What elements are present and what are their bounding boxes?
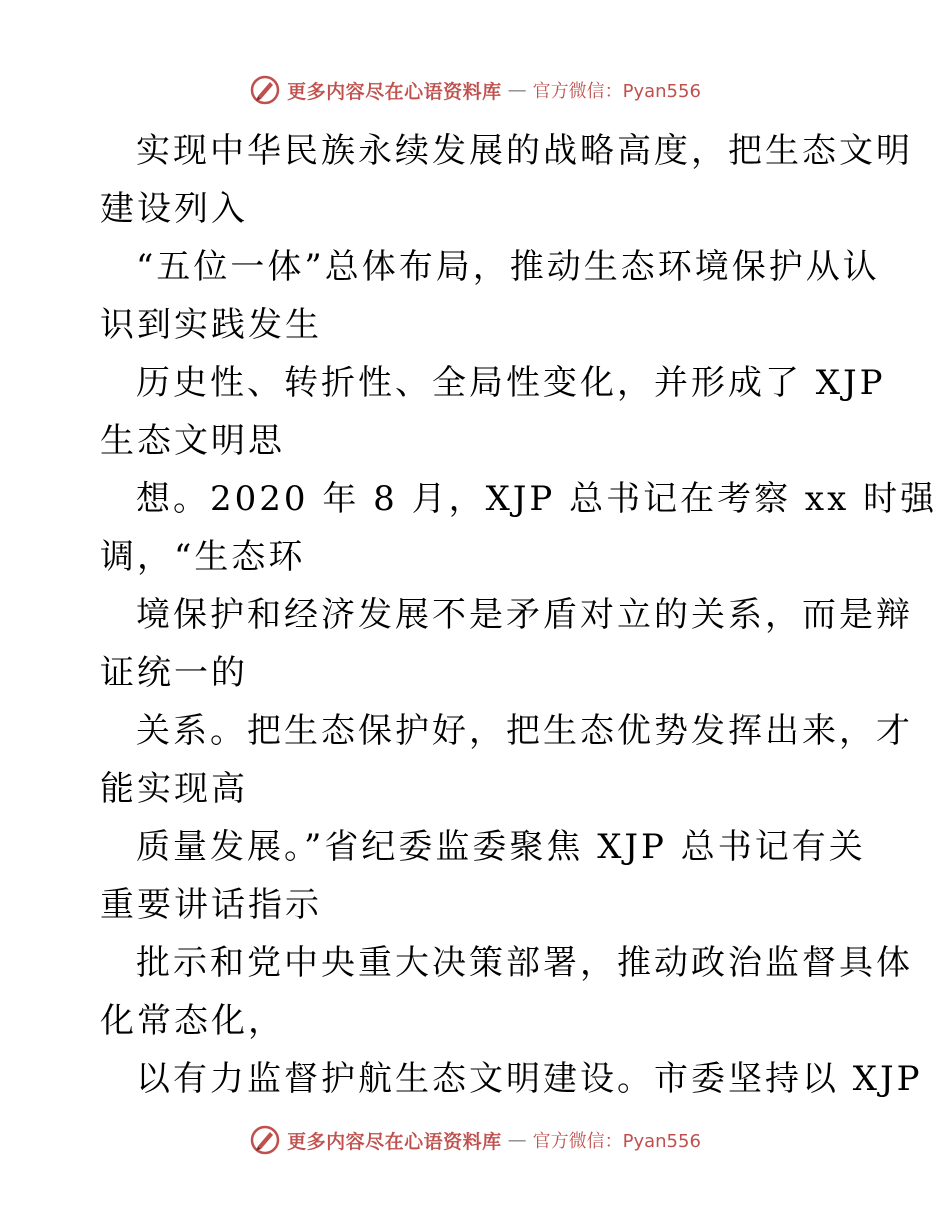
- text-line: 批示和党中央重大决策部署，推动政治监督具体: [136, 943, 913, 983]
- text-line: 化常态化，: [100, 1001, 285, 1041]
- watermark-separator: —: [507, 79, 527, 101]
- text-line: 实现中华民族永续发展的战略高度，把生态文明: [136, 131, 913, 171]
- text-line: 调，“生态环: [100, 537, 306, 577]
- pen-logo-icon: [249, 1124, 281, 1156]
- watermark-wechat-text: 官方微信：Pyan556: [532, 81, 701, 102]
- watermark-main-text: 更多内容尽在心语资料库: [287, 80, 502, 103]
- watermark-separator: —: [507, 1129, 527, 1151]
- text-line: 识到实践发生: [100, 305, 322, 345]
- text-line: “五位一体”总体布局，推动生态环境保护从认: [136, 247, 880, 287]
- text-line: 关系。把生态保护好，把生态优势发挥出来，才: [136, 711, 913, 751]
- document-body: [100, 122, 938, 1108]
- pen-logo-icon: [249, 74, 281, 106]
- text-line: 想。2020 年 8 月，XJP 总书记在考察 xx 时强: [136, 479, 938, 519]
- text-line: 生态文明思: [100, 421, 285, 461]
- text-line: 建设列入: [100, 189, 248, 229]
- text-line: 质量发展。”省纪委监委聚焦 XJP 总书记有关: [136, 827, 866, 867]
- watermark-main-text: 更多内容尽在心语资料库: [287, 1130, 502, 1153]
- footer-watermark: [0, 1120, 950, 1160]
- text-line: 重要讲话指示: [100, 885, 322, 925]
- header-watermark: [0, 70, 950, 110]
- text-line: 历史性、转折性、全局性变化，并形成了 XJP: [136, 363, 886, 403]
- text-line: 证统一的: [100, 653, 248, 693]
- watermark-wechat-text: 官方微信：Pyan556: [532, 1131, 701, 1152]
- text-line: 境保护和经济发展不是矛盾对立的关系，而是辩: [136, 595, 913, 635]
- text-line: 以有力监督护航生态文明建设。市委坚持以 XJP: [136, 1059, 923, 1099]
- text-line: 能实现高: [100, 769, 248, 809]
